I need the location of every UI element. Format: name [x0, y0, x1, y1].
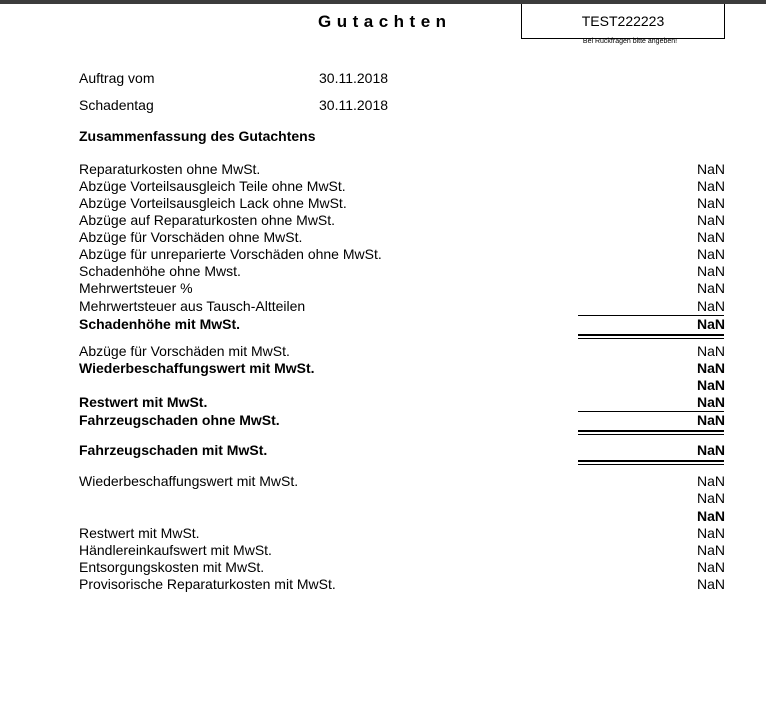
row-label: Abzüge auf Reparaturkosten ohne MwSt. — [79, 212, 336, 228]
total-rule — [578, 460, 724, 462]
row-label: Wiederbeschaffungswert mit MwSt. — [79, 360, 315, 376]
total-rule — [578, 338, 724, 339]
row-value: NaN — [696, 377, 725, 393]
row-value: NaN — [696, 161, 725, 177]
summary-row — [79, 229, 725, 246]
row-value: NaN — [696, 508, 725, 524]
row-value: NaN — [696, 473, 725, 489]
reference-note: Bei Rückfragen bitte angeben! — [582, 38, 678, 45]
summary-row — [79, 360, 725, 377]
row-label: Schadenhöhe ohne Mwst. — [79, 263, 241, 279]
row-label: Abzüge für unreparierte Vorschäden ohne MwSt. — [79, 246, 382, 262]
row-value: NaN — [696, 316, 725, 332]
row-value: NaN — [696, 442, 725, 458]
row-label: Händlereinkaufswert mit MwSt. — [79, 542, 272, 558]
row-label: Entsorgungskosten mit MwSt. — [79, 559, 265, 575]
row-label: Abzüge für Vorschäden ohne MwSt. — [79, 229, 303, 245]
summary-row — [79, 442, 725, 459]
row-label: Restwert mit MwSt. — [79, 394, 208, 410]
row-value: NaN — [696, 490, 725, 506]
row-label: Abzüge für Vorschäden mit MwSt. — [79, 343, 290, 359]
total-rule — [578, 464, 724, 465]
summary-row — [79, 178, 725, 195]
row-value: NaN — [696, 576, 725, 592]
summary-row — [79, 542, 725, 559]
row-label: Abzüge Vorteilsausgleich Teile ohne MwSt. — [79, 178, 346, 194]
summary-row — [79, 525, 725, 542]
order-date-label: Auftrag vom — [79, 70, 155, 86]
row-label: Reparaturkosten ohne MwSt. — [79, 161, 261, 177]
summary-row — [79, 508, 725, 525]
row-label: Fahrzeugschaden ohne MwSt. — [79, 412, 280, 428]
row-value: NaN — [696, 559, 725, 575]
summary-row — [79, 576, 725, 593]
row-value: NaN — [696, 280, 725, 296]
total-rule — [578, 430, 724, 432]
total-rule — [578, 334, 724, 336]
row-label: Fahrzeugschaden mit MwSt. — [79, 442, 268, 458]
row-value: NaN — [696, 195, 725, 211]
summary-row — [79, 559, 725, 576]
row-value: NaN — [696, 298, 725, 314]
summary-row — [79, 394, 725, 411]
total-rule — [578, 434, 724, 435]
document-title: Gutachten — [318, 12, 452, 31]
summary-row — [79, 377, 725, 394]
row-label: Wiederbeschaffungswert mit MwSt. — [79, 473, 299, 489]
row-value: NaN — [696, 394, 725, 410]
row-label: Abzüge Vorteilsausgleich Lack ohne MwSt. — [79, 195, 347, 211]
reference-number: TEST222223 — [581, 13, 665, 29]
row-value: NaN — [696, 246, 725, 262]
summary-row — [79, 298, 725, 315]
damage-date-value: 30.11.2018 — [319, 97, 389, 113]
row-value: NaN — [696, 212, 725, 228]
row-value: NaN — [696, 412, 725, 428]
summary-row — [79, 280, 725, 297]
summary-row — [79, 263, 725, 280]
row-value: NaN — [696, 525, 725, 541]
order-date-value: 30.11.2018 — [319, 70, 389, 86]
row-label: Mehrwertsteuer aus Tausch-Altteilen — [79, 298, 306, 314]
summary-row — [79, 161, 725, 178]
row-value: NaN — [696, 178, 725, 194]
summary-row — [79, 316, 725, 333]
damage-date-label: Schadentag — [79, 97, 154, 113]
summary-title: Zusammenfassung des Gutachtens — [79, 128, 316, 144]
row-value: NaN — [696, 360, 725, 376]
row-value: NaN — [696, 542, 725, 558]
row-value: NaN — [696, 263, 725, 279]
summary-row — [79, 343, 725, 360]
summary-row — [79, 195, 725, 212]
summary-row — [79, 473, 725, 490]
row-label: Mehrwertsteuer % — [79, 280, 193, 296]
summary-row — [79, 412, 725, 429]
summary-row — [79, 246, 725, 263]
row-value: NaN — [696, 343, 725, 359]
row-value: NaN — [696, 229, 725, 245]
summary-row — [79, 490, 725, 507]
row-label: Restwert mit MwSt. — [79, 525, 200, 541]
row-label: Schadenhöhe mit MwSt. — [79, 316, 241, 332]
reference-box — [521, 4, 725, 39]
summary-row — [79, 212, 725, 229]
row-label: Provisorische Reparaturkosten mit MwSt. — [79, 576, 336, 592]
